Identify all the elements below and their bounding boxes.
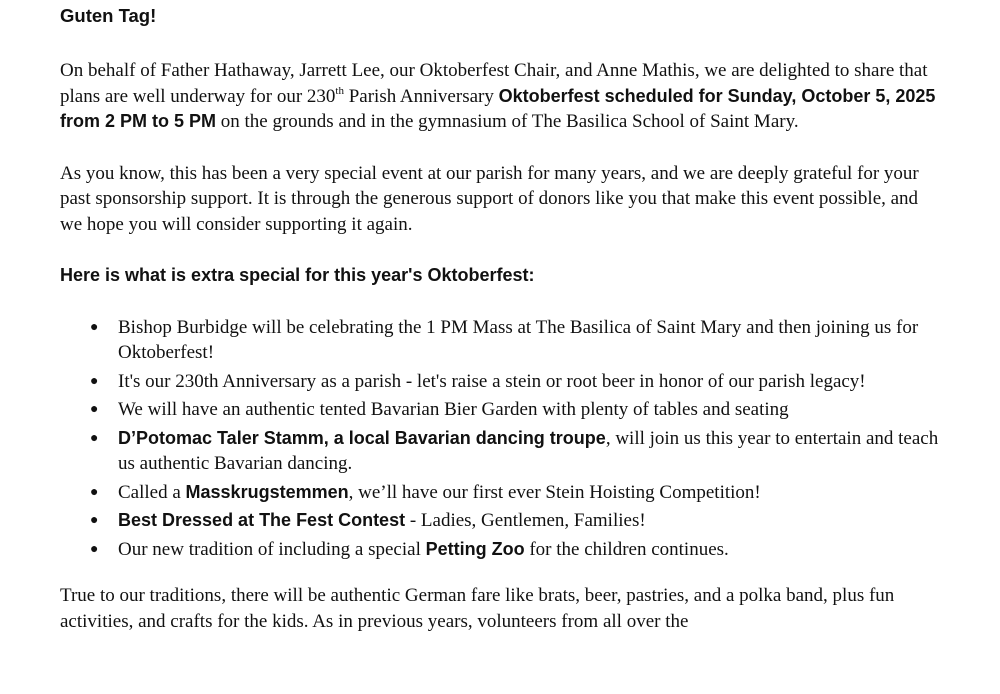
list-item-text: It's our 230th Anniversary as a parish - let's raise a stein or root beer in honor of our parish legacy!	[118, 370, 866, 392]
letter-page	[60, 3, 940, 660]
list-item-text: Our new tradition of including a special	[118, 538, 426, 560]
list-item-text: for the children continues.	[524, 538, 729, 560]
list-item	[60, 508, 940, 534]
list-item	[60, 537, 940, 563]
ordinal-suffix: th	[335, 84, 344, 97]
list-item-text: Bishop Burbidge will be celebrating the 1 PM Mass at The Basilica of Saint Mary and then joining us for Oktoberfest!	[118, 316, 919, 363]
bullet-icon: ●	[90, 513, 99, 528]
traditions-paragraph: True to our traditions, there will be authentic German fare like brats, beer, pastries, and a polka band, plus fun activities, and crafts for the kids. As in previous years, volunteers from all over the	[60, 585, 895, 632]
list-item	[60, 397, 940, 423]
list-item-bold: Petting Zoo	[425, 538, 525, 559]
support-paragraph: As you know, this has been a very special event at our parish for many years, and we are deeply grateful for your past sponsorship support. It is through the generous support of donors like you that make this event possible, and we hope you will consider supporting it again.	[60, 162, 919, 235]
highlights-heading: Here is what is extra special for this year's Oktoberfest:	[60, 265, 535, 285]
list-item-bold: Masskrugstemmen	[185, 481, 349, 502]
list-item	[60, 426, 940, 477]
list-item	[60, 369, 940, 395]
list-item-text: - Ladies, Gentlemen, Families!	[405, 510, 646, 531]
list-item-bold: D’Potomac Taler Stamm, a local Bavarian dancing troupe	[118, 427, 606, 448]
list-item	[60, 315, 940, 366]
bullet-icon: ●	[90, 430, 99, 446]
intro-text-1: On behalf of Father Hathaway, Jarrett Lee, our Oktoberfest Chair, and Anne Mathis, we are delighted to share that plans are well underway for our 230	[60, 60, 928, 107]
list-item-text: , will join us this year to entertain and teach us authentic Bavarian dancing.	[118, 427, 939, 474]
bullet-icon: ●	[90, 541, 99, 557]
list-item-text: Called a	[118, 481, 186, 503]
highlights-list	[60, 315, 940, 563]
bullet-icon: ●	[90, 373, 99, 389]
intro-text-3: on the grounds and in the gymnasium of The Basilica School of Saint Mary.	[216, 111, 799, 132]
intro-paragraph	[60, 58, 940, 135]
greeting: Guten Tag!	[60, 5, 157, 26]
list-item	[60, 480, 940, 506]
list-item-bold: Best Dressed at The Fest Contest	[118, 510, 406, 530]
bullet-icon: ●	[90, 319, 99, 335]
list-item-text: We will have an authentic tented Bavarian Bier Garden with plenty of tables and seating	[118, 399, 789, 420]
list-item-text: , we’ll have our first ever Stein Hoisting Competition!	[348, 481, 761, 503]
bullet-icon: ●	[90, 402, 99, 417]
bullet-icon: ●	[90, 484, 99, 500]
event-date-bold: Oktoberfest scheduled for Sunday, October 5, 2025 from 2 PM to 5 PM	[60, 85, 936, 131]
intro-text-2: Parish Anniversary	[343, 85, 499, 107]
